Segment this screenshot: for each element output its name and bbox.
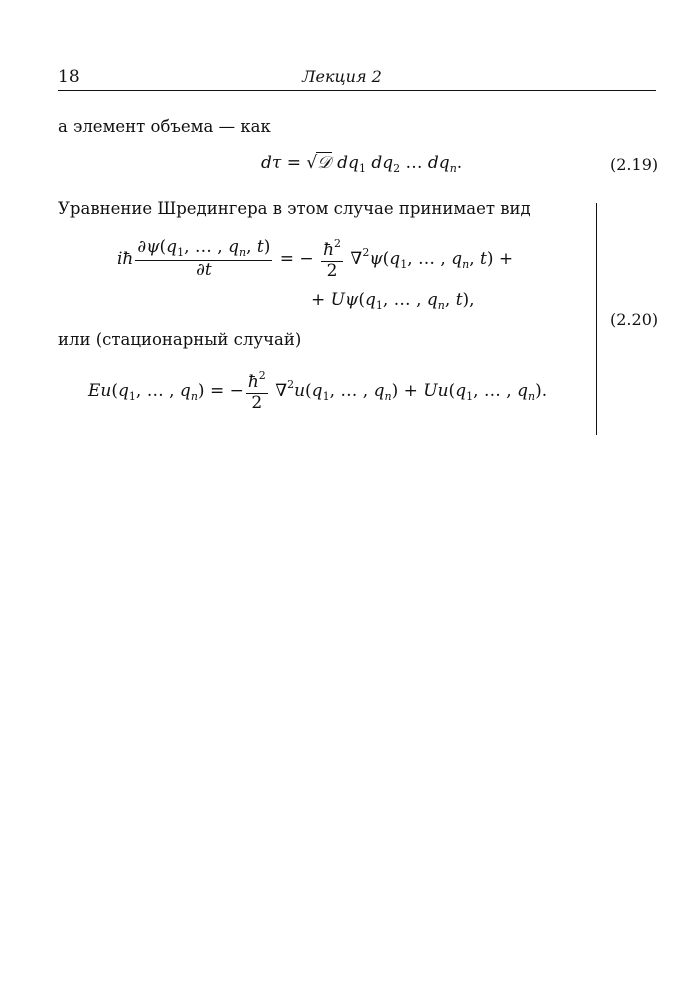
header-rule <box>58 90 656 91</box>
equation-2-20-line1: iħ $\frac{\partial\psi(q_1, \dots , q_n, t)}{\partial t}$ = − $\frac{ħ^2}{2}$ $\nabla^2\psi(q_1$, … , $q_n$, t) + <box>117 237 514 281</box>
paragraph-schrodinger-intro: Уравнение Шредингера в этом случае принимает вид <box>58 199 531 218</box>
equation-number-2-20: (2.20) <box>610 310 659 329</box>
page-number: 18 <box>58 67 80 87</box>
equation-2-20-line2: + $U\psi(q_1$, … , $q_n$, t), <box>311 290 475 312</box>
equation-group-bar <box>596 203 597 435</box>
running-title: Лекция 2 <box>302 67 382 86</box>
equation-stationary: $Eu(q_1$, … , $q_n$) = − $\frac{ħ^2}{2}$ $\nabla^2u(q_1$, … , $q_n) + Uu(q_1$, … , $q_n$). <box>88 369 548 413</box>
equation-number-2-19: (2.19) <box>610 155 659 174</box>
paragraph-volume-element: а элемент объема — как <box>58 117 271 136</box>
paragraph-stationary-case: или (стационарный случай) <box>58 330 302 349</box>
equation-2-19: dτ = √𝒟 $dq_1$ $dq_2$ … $dq_n$. <box>261 153 463 175</box>
